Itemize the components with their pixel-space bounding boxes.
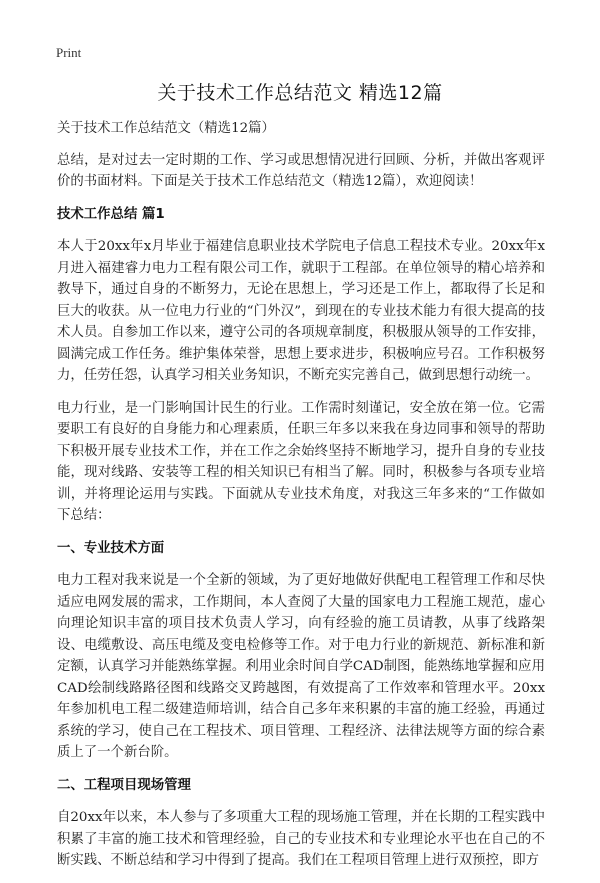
section-heading: 技术工作总结 篇1 bbox=[57, 206, 165, 222]
subsection-heading: 一、专业技术方面 bbox=[57, 540, 165, 556]
body-paragraph: 自20xx年以来，本人参与了多项重大工程的现场施工管理，并在长期的工程实践中积累了丰富的施工技术和管理经验，自己的专业技术和专业理论水平也在自己的不断实践、不断总结和学习中得到了提高。我们在工程项目管理上进行双预控，即方 bbox=[57, 810, 545, 868]
body-paragraph: 电力行业，是一门影响国计民生的行业。工作需时刻谨记，安全放在第一位。它需要职工有良好的自身能力和心理素质，任职三年多以来我在身边同事和领导的帮助下积极开展专业技术工作，并在工作之余始终坚持不断地学习，提升自身的专业技能，现对线路、安装等工程的相关知识已有相当了解。同时，积极参与各项专业培训，并将理论运用与实践。下面就从专业技术角度，对我这三年多来的“工作做如下总结： bbox=[57, 400, 545, 523]
intro-paragraph: 总结，是对过去一定时期的工作、学习或思想情况进行回顾、分析，并做出客观评价的书面材料。下面是关于技术工作总结范文（精选12篇），欢迎阅读！ bbox=[57, 152, 545, 189]
body-paragraph: 电力工程对我来说是一个全新的领域，为了更好地做好供配电工程管理工作和尽快适应电网发展的需求，工作期间，本人查阅了大量的国家电力工程施工规范，虚心向理论知识丰富的项目技术负责人学习，向有经验的施工员请教，从事了线路架设、电缆敷设、高压电缆及变电检修等工作。对于电力行业的新规范、新标准和新定额，认真学习并能熟练掌握。利用业余时间自学CAD制图，能熟练地掌握和应用CAD绘制线路路径图和线路交叉跨越图，有效提高了工作效率和管理水平。20xx年参加机电工程二级建造师培训，结合自己多年来积累的丰富的施工经验，再通过系统的学习，使自己在工程技术、项目管理、工程经济、法律法规等方面的综合素质上了一个新台阶。 bbox=[57, 573, 545, 760]
print-link[interactable]: Print bbox=[56, 45, 82, 60]
body-paragraph: 本人于20xx年x月毕业于福建信息职业技术学院电子信息工程技术专业。20xx年x月进入福建睿力电力工程有限公司工作，就职于工程部。在单位领导的精心培养和教导下，通过自身的不断努力，无论在思想上，学习还是工作上，都取得了长足和巨大的收获。从一位电力行业的“门外汉”，到现在的专业技术能力有很大提高的技术人员。自参加工作以来，遵守公司的各项规章制度，积极服从领导的工作安排，圆满完成工作任务。维护集体荣誉，思想上要求进步，积极响应号召。工作积极努力，任劳任怨，认真学习相关业务知识，不断充实完善自己，做到思想行动统一。 bbox=[57, 239, 545, 383]
subsection-heading: 二、工程项目现场管理 bbox=[57, 777, 191, 793]
document-body bbox=[57, 118, 545, 883]
page-title: 关于技术工作总结范文 精选12篇 bbox=[157, 82, 443, 104]
document-subtitle: 关于技术工作总结范文（精选12篇） bbox=[57, 121, 275, 136]
